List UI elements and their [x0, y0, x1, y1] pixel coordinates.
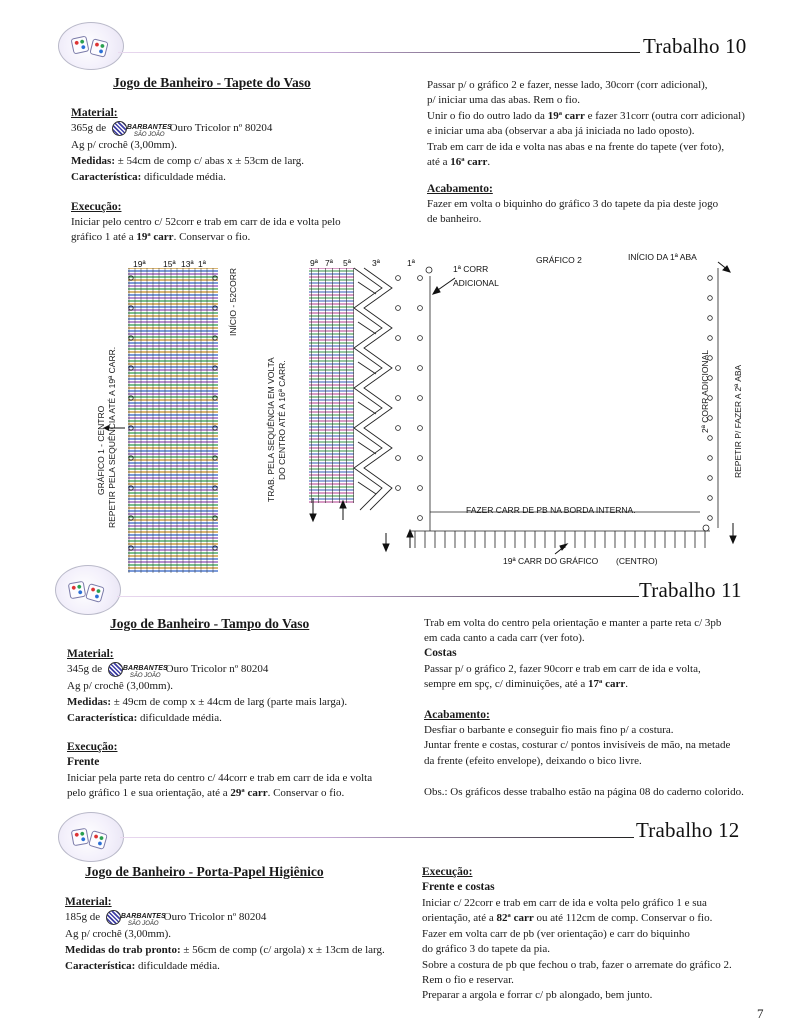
- centro-label: (CENTRO): [616, 556, 658, 566]
- section-title: Trabalho 11: [639, 578, 742, 602]
- decorative-logo-10: [58, 22, 124, 70]
- brand-logo: BARBANTES SÃO JOÃO: [106, 910, 158, 924]
- material-text: 185g de BARBANTES SÃO JOÃO Ouro Tricolor nº 80204: [65, 911, 267, 928]
- obs-text: Obs.: Os gráficos desse trabalho estão na página 08 do caderno colorido.: [424, 786, 744, 798]
- g1-label-a: GRÁFICO 1 - CENTRO: [96, 405, 106, 495]
- feature-text: Característica: dificuldade média.: [65, 960, 220, 972]
- front-back-label: Frente e costas: [422, 881, 495, 893]
- crochet-diagram: [0, 248, 797, 578]
- aba-start-label: INÍCIO DA 1ª ABA: [628, 252, 697, 262]
- feature-text: Característica: dificuldade média.: [71, 171, 226, 183]
- g2-row-label: 5ª: [343, 258, 351, 268]
- material-yarn: Ouro Tricolor nº 80204: [169, 122, 273, 134]
- g1-row-label: 13ª: [181, 259, 194, 269]
- execution-text: Iniciar c/ 22corr e trab em carr de ida e volta pelo gráfico 1 e sua orientação, até a 82ª carr ou até 112cm de comp. Conservar o fio. Fazer em volta carr de pb (ver orientação) e carr do biquinho do gráfico 3 do tapete da pia. Sobre a costura de pb que fechou o trab, fazer o arremate do gráfico 2. Rem o fio e reservar. Preparar a argola e forrar c/ pb alongado, bem junto.: [422, 897, 732, 1002]
- yarn-ball-icon: [108, 662, 123, 677]
- dice-icon: [89, 38, 108, 57]
- corr-1-label: 1ª CORR: [453, 264, 489, 274]
- project-heading: Jogo de Banheiro - Tapete do Vaso: [113, 75, 311, 90]
- brand-logo: BARBANTES SÃO JOÃO: [108, 662, 160, 676]
- execution-label: Execução:: [71, 201, 122, 213]
- decorative-logo-12: [58, 812, 124, 862]
- measures-text: Medidas: ± 54cm de comp c/ abas x ± 53cm de larg.: [71, 155, 305, 167]
- section-rule: [118, 52, 640, 53]
- g2-row-label: 9ª: [310, 258, 318, 268]
- material-label: Material:: [71, 107, 118, 119]
- g1-start-label: INÍCIO - 52CORR: [228, 267, 238, 336]
- page-number: 7: [757, 1006, 764, 1021]
- g2-title: GRÁFICO 2: [536, 255, 582, 265]
- row19-label: 19ª CARR DO GRÁFICO: [503, 556, 599, 566]
- right-column-text: Trab em volta do centro pela orientação e manter a parte reta c/ 3pb em cada canto a cada carr (ver foto).: [424, 617, 722, 645]
- material-text: 345g de BARBANTES SÃO JOÃO Ouro Tricolor nº 80204: [67, 663, 269, 680]
- finish-label: Acabamento:: [424, 709, 490, 721]
- finish-text: Desfiar o barbante e conseguir fio mais fino p/ a costura. Juntar frente e costas, costurar c/ pontos invisíveis de mão, na metade da frente (efeito envelope), deixando o bico livre.: [424, 724, 731, 767]
- yarn-ball-icon: [112, 121, 127, 136]
- g2-row-label: 3ª: [372, 258, 380, 268]
- material-weight: 365g de: [71, 122, 107, 134]
- section-title: Trabalho 10: [643, 34, 747, 58]
- back-label: Costas: [424, 647, 457, 659]
- execution-label: Execução:: [67, 741, 118, 753]
- dice-icon: [71, 36, 90, 55]
- right-column-text: Passar p/ o gráfico 2 e fazer, nesse lado, 30corr (corr adicional), p/ iniciar uma das abas. Rem o fio. Unir o fio do outro lado da 19ª carr e fazer 31corr (outra corr adicional) e iniciar uma aba (observar a aba já iniciada no lado oposto). Trab em carr de ida e volta nas abas e na frente do tapete (ver foto), até a 16ª carr.: [427, 79, 745, 168]
- needle-text: Ag p/ crochê (3,00mm).: [65, 928, 171, 940]
- needle-text: Ag p/ crochê (3,00mm).: [67, 680, 173, 692]
- finish-label: Acabamento:: [427, 183, 493, 195]
- measures-text: Medidas do trab pronto: ± 56cm de comp (c/ argola) x ± 13cm de larg.: [65, 944, 385, 956]
- g1-row-label: 15ª: [163, 259, 176, 269]
- dice-icon: [71, 828, 90, 847]
- section-title: Trabalho 12: [636, 818, 740, 842]
- measures-text: Medidas: ± 49cm de comp x ± 44cm de larg (parte mais larga).: [67, 696, 348, 708]
- pb-edge-label: FAZER CARR DE PB NA BORDA INTERNA.: [466, 505, 636, 515]
- project-heading: Jogo de Banheiro - Tampo do Vaso: [110, 616, 310, 631]
- execution-text: Iniciar pelo centro c/ 52corr e trab em carr de ida e volta pelo gráfico 1 até a 19ª carr. Conservar o fio.: [71, 216, 341, 244]
- chart-1-center: [103, 268, 218, 573]
- g2-row-label: 7ª: [325, 258, 333, 268]
- finish-text: Fazer em volta o biquinho do gráfico 3 do tapete da pia deste jogo de banheiro.: [427, 198, 719, 226]
- front-label: Frente: [67, 756, 100, 768]
- brand-logo: BARBANTES SÃO JOÃO: [112, 121, 164, 135]
- material-label: Material:: [65, 896, 112, 908]
- execution-label: Execução:: [422, 866, 473, 878]
- g2-mid-label-b: DO CENTRO ATÉ A 16ª CARR.: [277, 360, 287, 480]
- section-rule: [117, 596, 639, 597]
- g1-label-b: REPETIR PELA SEQUÊNCIA ATÉ A 19ª CARR.: [107, 346, 117, 528]
- g2-mid-label-a: TRAB. PELA SEQUÊNCIA EM VOLTA: [266, 357, 276, 502]
- dice-icon: [88, 830, 108, 850]
- g1-row-label: 19ª: [133, 259, 146, 269]
- repeat-2-label: REPETIR P/ FAZER A 2ª ABA: [733, 364, 743, 478]
- corr-1b-label: ADICIONAL: [453, 278, 499, 288]
- needle-text: Ag p/ crochê (3,00mm).: [71, 139, 177, 151]
- execution-text: Iniciar pela parte reta do centro c/ 44corr e trab em carr de ida e volta pelo gráfico 1 e sua orientação, até a 29ª carr. Conservar o fio.: [67, 772, 373, 800]
- g2-row-label: 1ª: [407, 258, 415, 268]
- project-heading: Jogo de Banheiro - Porta-Papel Higiênico: [85, 864, 324, 879]
- material-label: Material:: [67, 648, 114, 660]
- g1-row-label: 1ª: [198, 259, 206, 269]
- yarn-ball-icon: [106, 910, 121, 925]
- feature-text: Característica: dificuldade média.: [67, 712, 222, 724]
- material-text: [71, 121, 273, 139]
- dice-icon: [85, 583, 105, 603]
- dice-icon: [68, 581, 87, 600]
- back-text: Passar p/ o gráfico 2, fazer 90corr e trab em carr de ida e volta, sempre em spç, c/ diminuições, até a 17ª carr.: [424, 663, 701, 691]
- section-rule: [120, 837, 634, 838]
- corr-2-label: 2ª CORR ADICIONAL: [700, 350, 710, 433]
- decorative-logo-11: [55, 565, 121, 615]
